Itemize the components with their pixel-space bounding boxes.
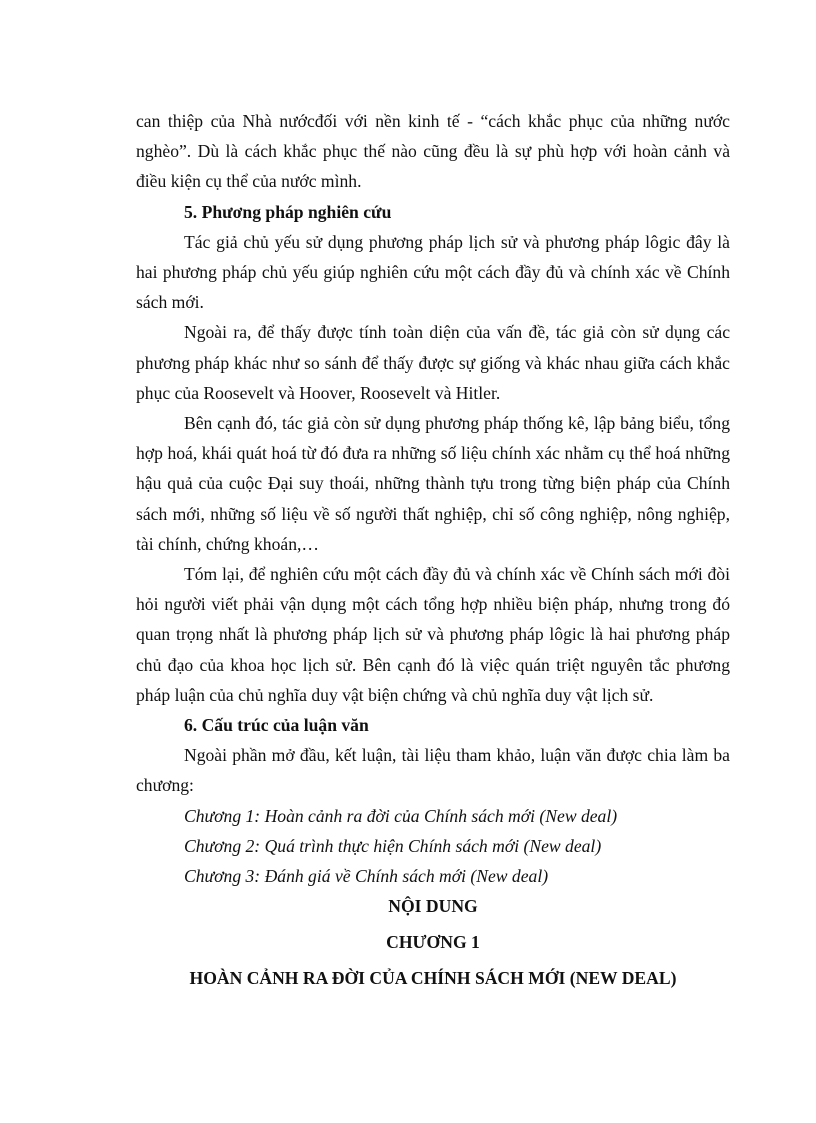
- document-page: [136, 106, 730, 993]
- section-6-paragraph: Ngoài phần mở đầu, kết luận, tài liệu tham khảo, luận văn được chia làm ba chương:: [136, 745, 730, 796]
- chapter-list-item-2: Chương 2: Quá trình thực hiện Chính sách mới (New deal): [184, 835, 602, 856]
- chapter-list-item-1: Chương 1: Hoàn cảnh ra đời của Chính sách mới (New deal): [184, 805, 618, 826]
- section-5-paragraph-1: Tác giả chủ yếu sử dụng phương pháp lịch sử và phương pháp lôgic đây là hai phương pháp chủ yếu giúp nghiên cứu một cách đầy đủ và chính xác về Chính sách mới.: [136, 231, 730, 313]
- chapter-label: CHƯƠNG 1: [386, 932, 480, 953]
- intro-paragraph: can thiệp của Nhà nướcđối với nền kinh tế - “cách khắc phục của những nước nghèo”. Dù là cách khắc phục thế nào cũng đều là sự phù hợp với hoàn cảnh và điều kiện cụ thể của nước mình.: [136, 111, 730, 192]
- section-5-paragraph-2: Ngoài ra, để thấy được tính toàn diện của vấn đề, tác giả còn sử dụng các phương pháp khác như so sánh để thấy được sự giống và khác nhau giữa cách khắc phục của Roosevelt và Hoover, Roosevelt và Hitler.: [136, 322, 730, 403]
- section-5-paragraph-3: Bên cạnh đó, tác giả còn sử dụng phương pháp thống kê, lập bảng biểu, tổng hợp hoá, khái quát hoá từ đó đưa ra những số liệu chính xác nhằm cụ thể hoá những hậu quả của cuộc Đại suy thoái, những thành tựu trong từng biện pháp của Chính sách mới, những số liệu về số người thất nghiệp, chỉ số công nghiệp, nông nghiệp, tài chính, chứng khoán,…: [136, 413, 730, 554]
- chapter-list-item-3: Chương 3: Đánh giá về Chính sách mới (New deal): [184, 866, 549, 887]
- content-title: NỘI DUNG: [388, 896, 478, 917]
- section-5-paragraph-4: Tóm lại, để nghiên cứu một cách đầy đủ và chính xác về Chính sách mới đòi hỏi người viết phải vận dụng một cách tổng hợp nhiều biện pháp, nhưng trong đó quan trọng nhất là phương pháp lịch sử và phương pháp lôgic là hai phương pháp chủ đạo của khoa học lịch sử. Bên cạnh đó là việc quán triệt nguyên tắc phương pháp luận của chủ nghĩa duy vật biện chứng và chủ nghĩa duy vật lịch sử.: [136, 564, 730, 705]
- section-6-heading: 6. Cấu trúc của luận văn: [184, 715, 369, 736]
- section-5-heading: 5. Phương pháp nghiên cứu: [184, 201, 392, 222]
- chapter-title: HOÀN CẢNH RA ĐỜI CỦA CHÍNH SÁCH MỚI (NEW DEAL): [189, 968, 677, 989]
